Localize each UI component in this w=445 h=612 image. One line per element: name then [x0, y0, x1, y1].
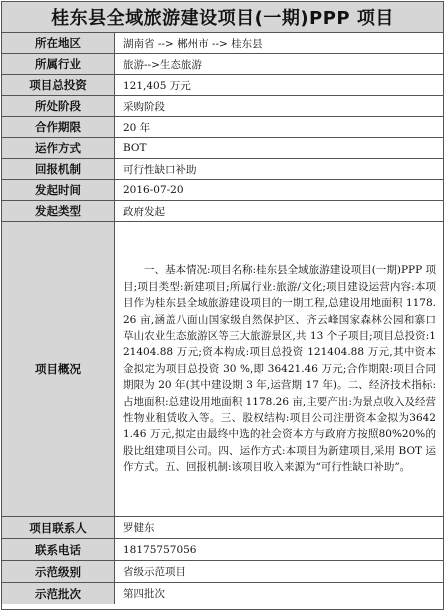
- value-launch-date: 2016-07-20: [115, 180, 444, 201]
- row-demo-batch: [2, 583, 443, 605]
- row-contact-person: [2, 517, 443, 539]
- value-stage: 采购阶段: [115, 96, 444, 117]
- label-stage: 所处阶段: [2, 96, 115, 117]
- row-contact-phone: [2, 539, 443, 561]
- row-total-investment: [2, 75, 443, 96]
- value-cooperation-period: 20 年: [115, 117, 444, 138]
- page-title: 桂东县全域旅游建设项目(一期)PPP 项目: [2, 2, 443, 33]
- value-contact-phone: 18175757056: [115, 539, 444, 561]
- value-operation-mode: BOT: [115, 138, 444, 159]
- label-launch-type: 发起类型: [2, 201, 115, 222]
- row-operation-mode: [2, 138, 443, 159]
- label-contact-phone: 联系电话: [2, 539, 115, 561]
- label-launch-date: 发起时间: [2, 180, 115, 201]
- label-cooperation-period: 合作期限: [2, 117, 115, 138]
- label-return-mechanism: 回报机制: [2, 159, 115, 180]
- value-demo-level: 省级示范项目: [115, 561, 444, 583]
- label-industry: 所属行业: [2, 54, 115, 75]
- label-operation-mode: 运作方式: [2, 138, 115, 159]
- row-return-mechanism: [2, 159, 443, 180]
- project-info-sheet: [1, 1, 444, 610]
- row-region: [2, 33, 443, 54]
- row-overview: [2, 222, 443, 517]
- label-demo-level: 示范级别: [2, 561, 115, 583]
- label-overview: 项目概况: [2, 222, 115, 517]
- value-contact-person: 罗健东: [115, 517, 444, 539]
- label-demo-batch: 示范批次: [2, 583, 115, 605]
- value-total-investment: 121,405 万元: [115, 75, 444, 96]
- row-industry: [2, 54, 443, 75]
- overview-text: 一、基本情况:项目名称:桂东县全域旅游建设项目(一期)PPP 项目;项目类型:新建项目;所属行业:旅游/文化;项目建设运营内容:本项目作为桂东县全域旅游建设项目的一期工程,总建设用地面积 1178.26 亩,涵盖八面山国家级自然保护区、齐云峰国家森林公园和寨口草山农业生态旅游区等三大旅游景区,共 13 个子项目;项目总投资:121404.88 万元;资本构成:项目总投资 121404.88 万元,其中资本金拟定为项目总投资 30 %,即 36421.46 万元;合作期限:项目合同期限为 20 年(其中建设期 3 年,运营期 17 年)。二、经济技术指标:占地面积:总建设用地面积 1178.26 亩,主要产出:为景点收入及经营性物业租赁收入等。三、股权结构:项目公司注册资本金拟为36421.46 万元,拟定由最终中选的社会资本方与政府方按照80%20%的股比组建项目公司。四、运作方式:本项目为新建项目,采用 BOT 运作方式。五、回报机制:该项目收入来源为“可行性缺口补助”。: [123, 264, 436, 474]
- row-launch-date: [2, 180, 443, 201]
- project-info-table: [2, 33, 443, 604]
- value-demo-batch: 第四批次: [123, 588, 165, 600]
- value-region: 湖南省 --> 郴州市 --> 桂东县: [115, 33, 444, 54]
- label-contact-person: 项目联系人: [2, 517, 115, 539]
- label-total-investment: 项目总投资: [2, 75, 115, 96]
- row-demo-level: [2, 561, 443, 583]
- value-return-mechanism: 可行性缺口补助: [115, 159, 444, 180]
- row-stage: [2, 96, 443, 117]
- label-region: 所在地区: [2, 33, 115, 54]
- value-launch-type: 政府发起: [115, 201, 444, 222]
- overview-cell: [115, 222, 444, 517]
- row-cooperation-period: [2, 117, 443, 138]
- value-industry: 旅游-->生态旅游: [115, 54, 444, 75]
- row-launch-type: [2, 201, 443, 222]
